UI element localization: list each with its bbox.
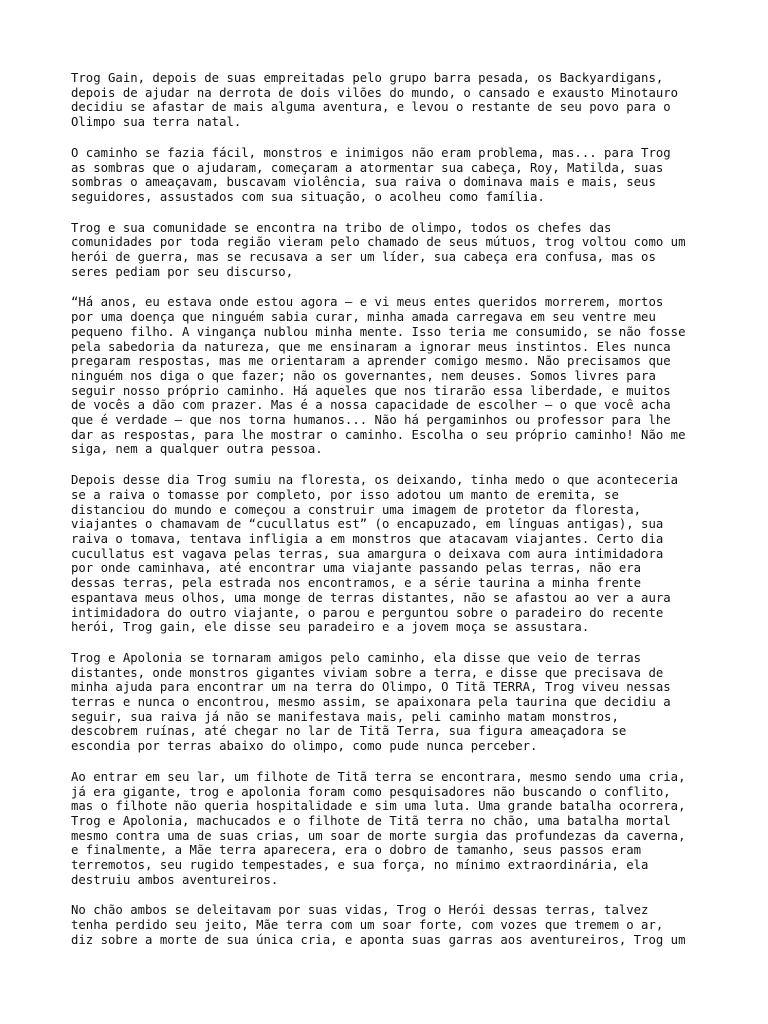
paragraph-7: Ao entrar em seu lar, um filhote de Titã terra se encontrara, mesmo sendo uma cria, já era gigante, trog e apolonia foram como pesquisadores não buscando o conflito, mas o filhote não queria hospitalidade e sim uma luta. Uma grande batalha ocorrera, Trog e Apolonia, machucados e o filhote de Titã terra no chão, uma batalha mortal mesmo contra uma de suas crias, um soar de morte surgia das profundezas da caverna, e finalmente, a Mãe terra aparecera, era o dobro de tamanho, seus passos eram terremotos, seu rugido tempestades, e sua força, no mínimo extraordinária, ela destruiu ambos aventureiros. (71, 769, 686, 887)
document-body (71, 71, 701, 964)
paragraph-3: Trog e sua comunidade se encontra na tribo de olimpo, todos os chefes das comunidades por toda região vieram pelo chamado de seus mútuos, trog voltou como um herói de guerra, mas se recusava a ser um líder, sua cabeça era confusa, mas os seres pediam por seu discurso, (71, 220, 686, 279)
paragraph-4-speech: “Há anos, eu estava onde estou agora – e vi meus entes queridos morrerem, mortos por uma doença que ninguém sabia curar, minha amada carregava em seu ventre meu pequeno filho. A vingança nublou minha mente. Isso teria me consumido, se não fosse pela sabedoria da natureza, que me ensinaram a ignorar meus instintos. Eles nunca pregaram respostas, mas me orientaram a aprender comigo mesmo. Não precisamos que ninguém nos diga o que fazer; não os governantes, nem deuses. Somos livres para seguir nosso próprio caminho. Há aqueles que nos tirarão essa liberdade, e muitos de vocês a dão com prazer. Mas é a nossa capacidade de escolher – o que você acha que é verdade – que nos torna humanos... Não há pergaminhos ou professor para lhe dar as respostas, para lhe mostrar o caminho. Escolha o seu próprio caminho! Não me siga, nem a qualquer outra pessoa. (71, 295, 686, 457)
paragraph-5: Depois desse dia Trog sumiu na floresta, os deixando, tinha medo o que aconteceria se a raiva o tomasse por completo, por isso adotou um manto de eremita, se distanciou do mundo e começou a construir uma imagem de protetor da floresta, viajantes o chamavam de “cucullatus est” (o encapuzado, em línguas antigas), sua raiva o tomava, tentava infligia a em monstros que atacavam viajantes. Certo dia cucullatus est vagava pelas terras, sua amargura o deixava com aura intimidadora por onde caminhava, até encontrar uma viajante passando pelas terras, não era dessas terras, pela estrada nos encontramos, e a série taurina a minha frente espantava meus olhos, uma monge de terras distantes, não se afastou ao ver a aura intimidadora do outro viajante, o parou e perguntou sobre o paradeiro do recente herói, Trog gain, ele disse seu paradeiro e a jovem moça se assustara. (71, 473, 679, 635)
paragraph-1: Trog Gain, depois de suas empreitadas pelo grupo barra pesada, os Backyardigans, depois de ajudar na derrota de dois vilões do mundo, o cansado e exausto Minotauro decidiu se afastar de mais alguma aventura, e levou o restante de seu povo para o Olimpo sua terra natal. (71, 71, 679, 130)
paragraph-8: No chão ambos se deleitavam por suas vidas, Trog o Herói dessas terras, talvez tenha perdido seu jeito, Mãe terra com um soar forte, com vozes que tremem o ar, diz sobre a morte de sua única cria, e aponta suas garras aos aventureiros, Trog um (71, 903, 686, 947)
paragraph-6: Trog e Apolonia se tornaram amigos pelo caminho, ela disse que veio de terras distantes, onde monstros gigantes viviam sobre a terra, e disse que precisava de minha ajuda para encontrar um na terra do Olimpo, O Titã TERRA, Trog viveu nessas terras e nunca o encontrou, mesmo assim, se apaixonara pela taurina que decidiu a seguir, sua raiva já não se manifestava mais, peli caminho matam monstros, descobrem ruínas, até chegar no lar de Titã Terra, sua figura ameaçadora se escondia por terras abaixo do olimpo, como pude nunca perceber. (71, 650, 671, 754)
paragraph-2: O caminho se fazia fácil, monstros e inimigos não eram problema, mas... para Trog as sombras que o ajudaram, começaram a atormentar sua cabeça, Roy, Matilda, suas sombras o ameaçavam, buscavam violência, sua raiva o dominava mais e mais, seus seguidores, assustados com sua situação, o acolheu como família. (71, 145, 671, 204)
